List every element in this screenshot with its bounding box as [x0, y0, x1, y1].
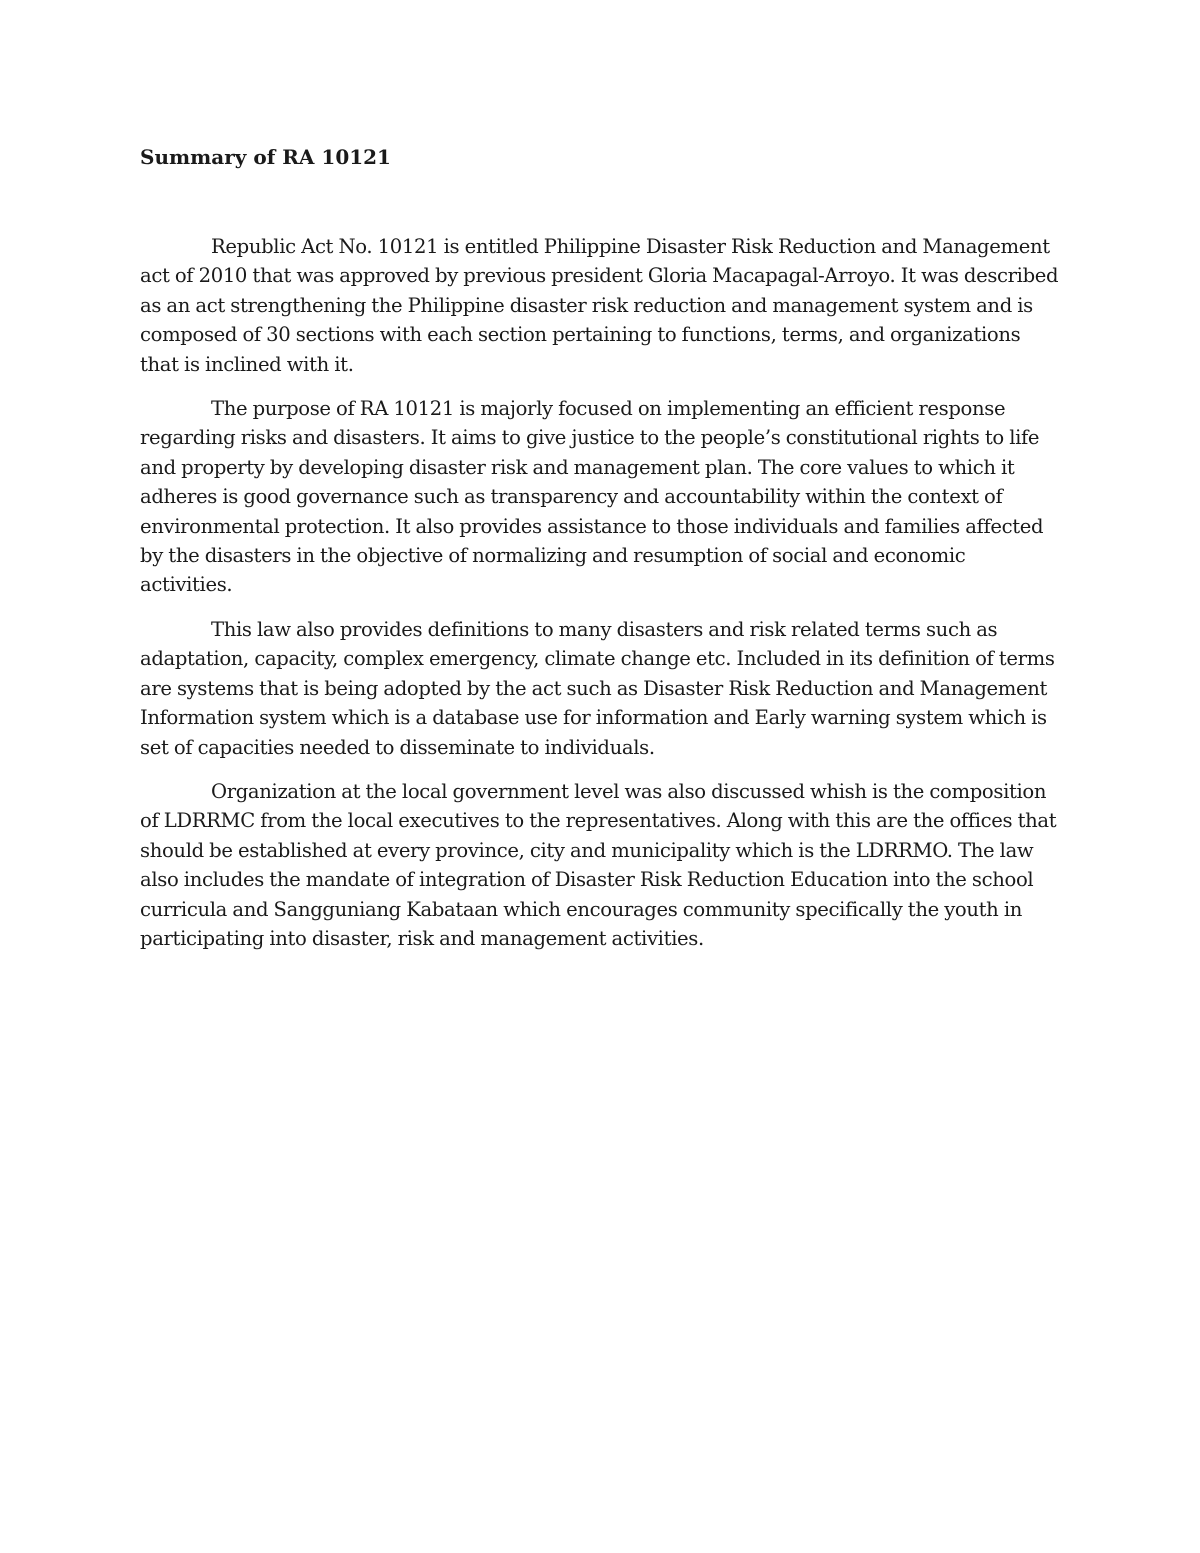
- document-title: Summary of RA 10121: [140, 145, 391, 169]
- document-body: [140, 143, 1060, 968]
- paragraph-definitions: This law also provides definitions to many disasters and risk related terms such as adaptation, capacity, complex emergency, climate change etc. Included in its definition of terms are systems that is being adopted by the act such as Disaster Risk Reduction and Management Information system which is a database use for information and Early warning system which is set of capacities needed to disseminate to individuals.: [140, 617, 1055, 759]
- paragraph-intro: Republic Act No. 10121 is entitled Philippine Disaster Risk Reduction and Management act of 2010 that was approved by previous president Gloria Macapagal-Arroyo. It was described as an act strengthening the Philippine disaster risk reduction and management system and is composed of 30 sections with each section pertaining to functions, terms, and organizations that is inclined with it.: [140, 235, 1059, 376]
- paragraph-purpose: The purpose of RA 10121 is majorly focused on implementing an efficient response regarding risks and disasters. It aims to give justice to the people’s constitutional rights to life and property by developing disaster risk and management plan. The core values to which it adheres is good governance such as transparency and accountability within the context of environmental protection. It also provides assistance to those individuals and families affected by the disasters in the objective of normalizing and resumption of social and economic activities.: [140, 397, 1044, 597]
- paragraph-organization: Organization at the local government level was also discussed whish is the composition of LDRRMC from the local executives to the representatives. Along with this are the offices that should be established at every province, city and municipality which is the LDRRMO. The law also includes the mandate of integration of Disaster Risk Reduction Education into the school curricula and Sangguniang Kabataan which encourages community specifically the youth in participating into disaster, risk and management activities.: [140, 779, 1057, 950]
